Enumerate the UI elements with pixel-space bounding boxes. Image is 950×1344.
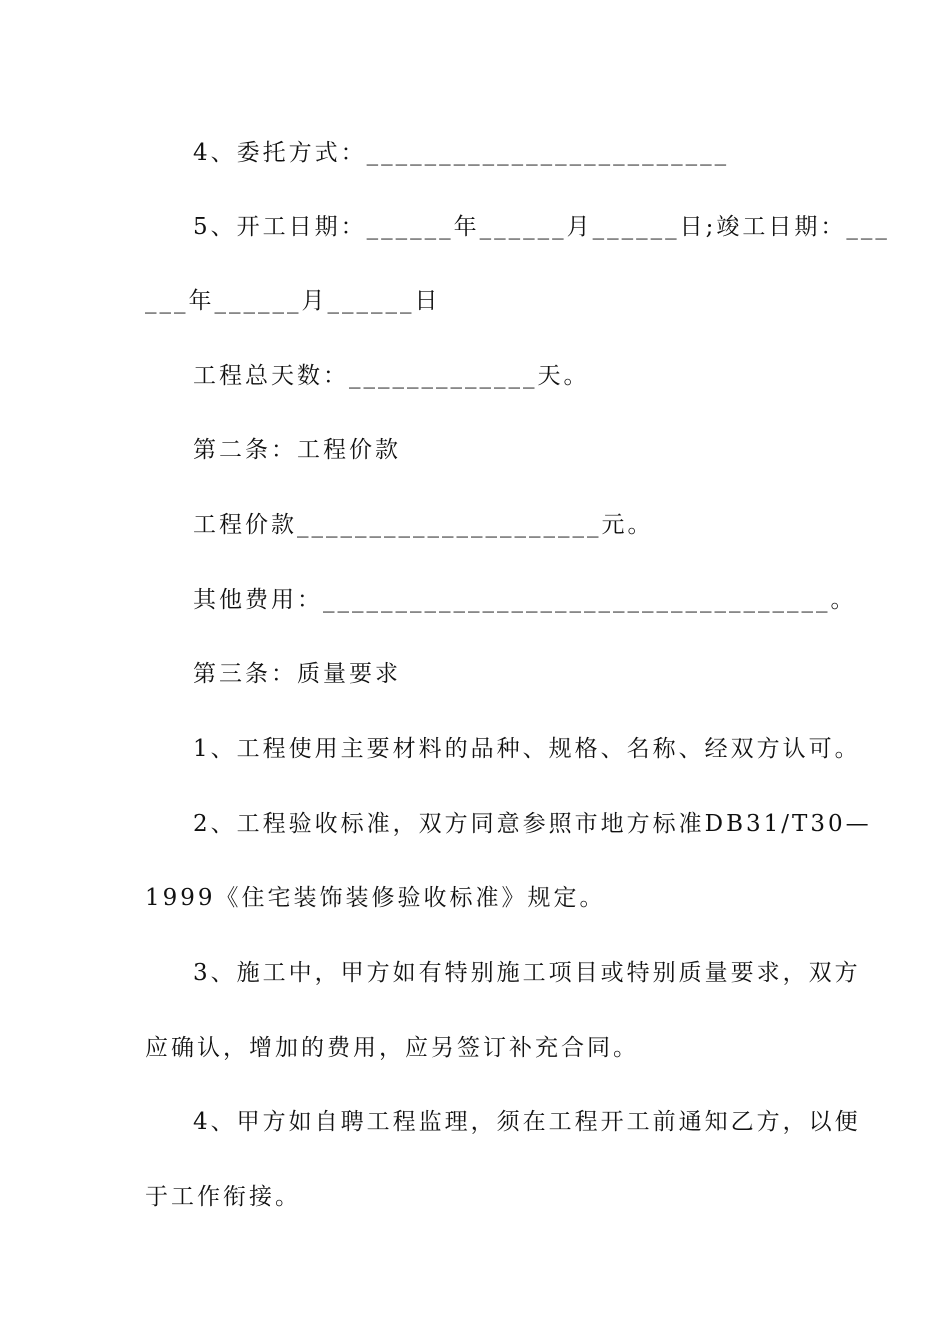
clause-materials: 1、工程使用主要材料的品种、规格、名称、经双方认可。 bbox=[193, 736, 861, 762]
section-heading-price: 第二条：工程价款 bbox=[193, 437, 401, 463]
clause-end-date-cont: ___年______月______日 bbox=[145, 288, 441, 314]
clause-project-price: 工程价款_____________________元。 bbox=[193, 512, 654, 538]
clause-commission-method: 4、委托方式：_________________________ bbox=[193, 140, 730, 166]
clause-special-requirements-cont: 应确认，增加的费用，应另签订补充合同。 bbox=[145, 1035, 639, 1061]
clause-acceptance-standard-cont: 1999《住宅装饰装修验收标准》规定。 bbox=[145, 885, 606, 911]
clause-supervision-cont: 于工作衔接。 bbox=[145, 1184, 301, 1210]
clause-special-requirements: 3、施工中，甲方如有特别施工项目或特别质量要求，双方 bbox=[193, 960, 861, 986]
clause-start-end-date: 5、开工日期：______年______月______日;竣工日期：___ bbox=[193, 214, 890, 240]
clause-acceptance-standard: 2、工程验收标准，双方同意参照市地方标准DB31/T30— bbox=[193, 811, 872, 837]
clause-other-fees: 其他费用：___________________________________。 bbox=[193, 587, 857, 613]
clause-supervision: 4、甲方如自聘工程监理，须在工程开工前通知乙方，以便 bbox=[193, 1109, 861, 1135]
section-heading-quality: 第三条：质量要求 bbox=[193, 661, 401, 687]
clause-total-days: 工程总天数：_____________天。 bbox=[193, 363, 590, 389]
